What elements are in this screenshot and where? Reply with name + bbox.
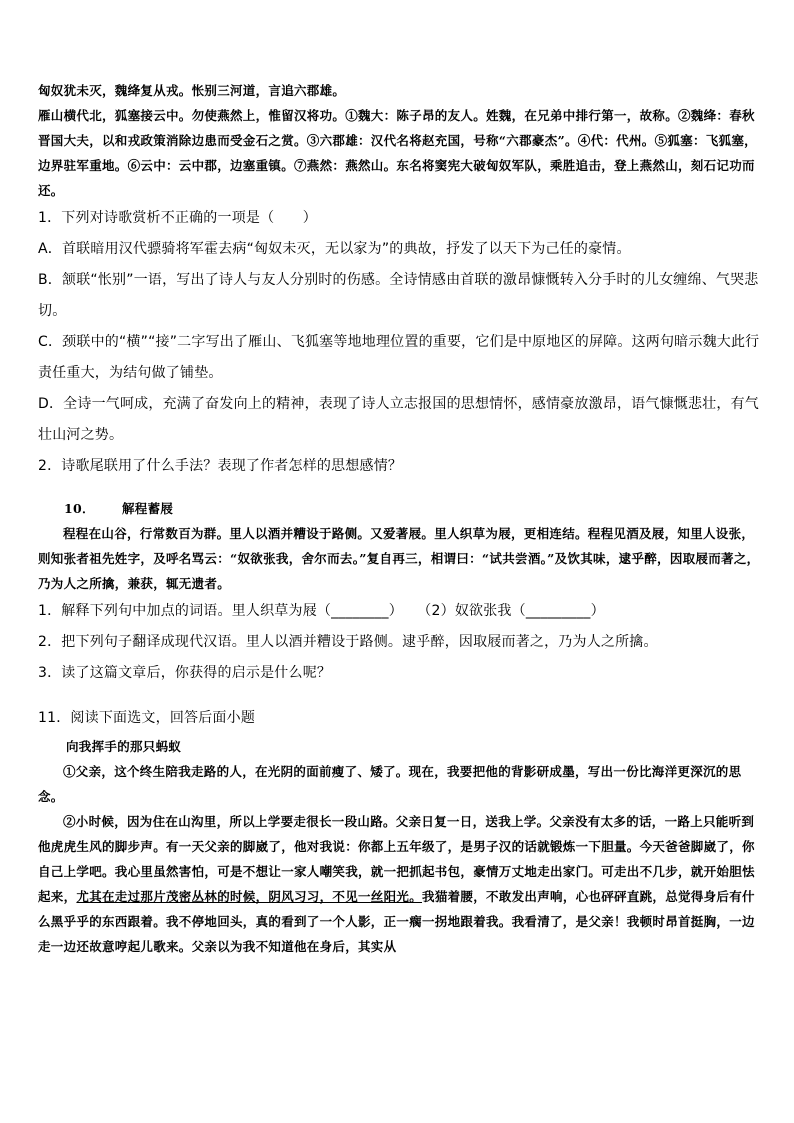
q10-passage: 程程在山谷，行常数百为群。里人以酒并糟设于路侧。又爱著屐。里人织草为屐，更相连结。程程见酒及屐，知里人设张，则知张者祖先姓字，及呼名骂云：“奴欲张我，舍尔而去。”复自再三，相谓曰：“试共尝酒。”及饮其味，逮乎醉，因取屐而著之，乃为人之所擒，兼获，辄无遗者。 <box>38 526 760 591</box>
q11-heading: 11．阅读下面选文，回答后面小题 <box>38 710 256 726</box>
q10-question-1: 1．解释下列句中加点的词语。里人织草为屐（________） （2）奴欲张我（_________） <box>38 603 605 619</box>
q9-option-b: B．颔联“怅别”一语，写出了诗人与友人分别时的伤感。全诗情感由首联的激昂慷慨转入分手时的儿女缠绵、气哭悲切。 <box>38 272 759 319</box>
q11-underlined-sentence: 尤其在走过那片茂密丛林的时候，阴风习习，不见一丝阳光。 <box>76 889 423 904</box>
q11-paragraph-2 <box>38 809 762 959</box>
q10-question-2: 2．把下列句子翻译成现代汉语。里人以酒并糟设于路侧。逮乎醉，因取屐而著之，乃为人之所擒。 <box>38 634 658 650</box>
q10-title-line <box>38 496 762 521</box>
q11-article-title: 向我挥手的那只蚂蚁 <box>66 739 182 754</box>
document-page <box>38 78 762 959</box>
poem-line-2-with-notes: 雁山横代北，狐塞接云中。勿使燕然上，惟留汉将功。①魏大：陈子昂的友人。姓魏，在兄弟中排行第一，故称。②魏绛：春秋晋国大夫，以和戎政策消除边患而受金石之赏。③六郡雄：汉代名将赵充国，号称“六郡豪杰”。④代：代州。⑤狐塞：飞狐塞，边界驻军重地。⑥云中：云中郡，边塞重镇。⑦燕然：燕然山。东名将窦宪大破匈奴军队，乘胜追击，登上燕然山，刻石记功而还。 <box>38 108 757 198</box>
q10-number: 10． <box>64 501 95 516</box>
poem-line-1: 匈奴犹未灭，魏绛复从戎。怅别三河道，言追六郡雄。 <box>38 83 346 98</box>
q11-paragraph-2-part-b: 我猫着腰，不敢发出声响，心也砰砰直跳，总觉得身后有什么黑乎乎的东西跟着。我不停地回头，真的看到了一个人影，正一瘸一拐地跟着我。我看清了，是父亲！我顿时昂首挺胸，一边走一边还故意哼起儿歌来。父亲以为我不知道他在身后，其实从 <box>38 889 755 954</box>
q9-option-c: C．颈联中的“横”“接”二字写出了雁山、飞狐塞等地地理位置的重要，它们是中原地区的屏障。这两句暗示魏大此行责任重大，为结句做了铺垫。 <box>38 334 760 381</box>
q10-question-3: 3．读了这篇文章后，你获得的启示是什么呢？ <box>38 665 332 681</box>
q11-paragraph-1: ①父亲，这个终生陪我走路的人，在光阴的面前瘦了、矮了。现在，我要把他的背影研成墨，写出一份比海洋更深沉的思念。 <box>38 764 742 804</box>
q9-question-2: 2．诗歌尾联用了什么手法？表现了作者怎样的思想感情？ <box>38 458 403 474</box>
q11-paragraph-2-part-a: ②小时候，因为住在山沟里，所以上学要走很长一段山路。父亲日复一日，送我上学。父亲没有太多的话，一路上只能听到他虎虎生风的脚步声。有一天父亲的脚崴了，他对我说：你都上五年级了，是男子汉的话就锻炼一下胆量。今天爸爸脚崴了，你自己上学吧。我心里虽然害怕，可是不想让一家人嘲笑我，就一把抓起书包，豪情万丈地走出家门。可走出不几步，就开始胆怯起来， <box>38 814 755 904</box>
spacer <box>38 689 762 703</box>
q10-passage-title: 解程蓄屐 <box>122 501 174 516</box>
q9-option-a: A．首联暗用汉代骠骑将军霍去病“匈奴未灭，无以家为”的典故，抒发了以天下为己任的豪情。 <box>38 241 631 257</box>
q9-option-d: D．全诗一气呵成，充满了奋发向上的精神，表现了诗人立志报国的思想情怀，感情豪放激昂，语气慷慨悲壮，有气壮山河之势。 <box>38 396 759 443</box>
q9-question-1: 1．下列对诗歌赏析不正确的一项是（ ） <box>38 210 317 226</box>
spacer <box>38 482 762 496</box>
